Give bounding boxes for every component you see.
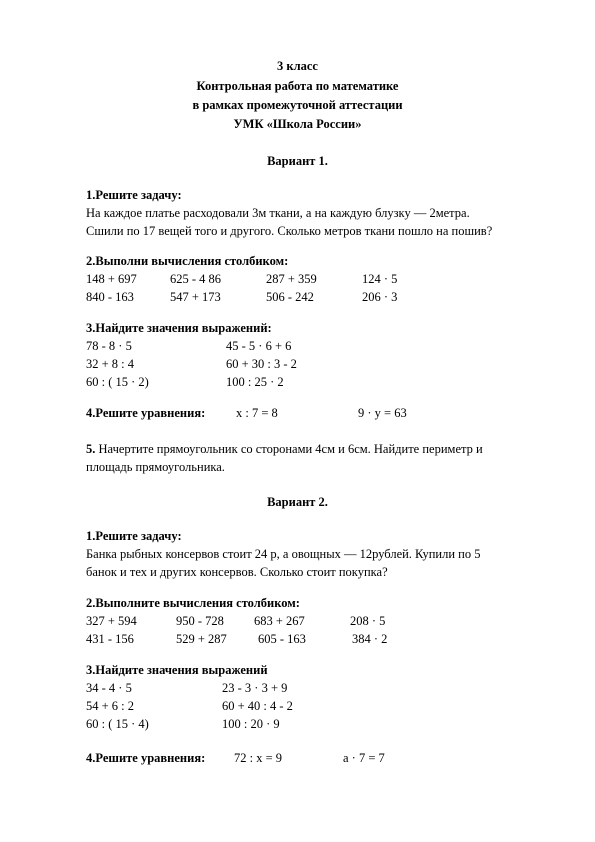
- document-subtitle: в рамках промежуточной аттестации: [192, 98, 403, 112]
- v1-task2-expr: 206 · 3: [362, 290, 398, 304]
- v1-task2-expr: 506 - 242: [266, 290, 314, 304]
- v2-task3-expr: 34 - 4 · 5: [86, 681, 132, 695]
- v2-task3-expr: 100 : 20 · 9: [222, 717, 280, 731]
- v1-task1-text-line1: На каждое платье расходовали 3м ткани, а на каждую блузку — 2метра.: [86, 206, 470, 220]
- v1-task5-text: Начертите прямоугольник со сторонами 4см и 6см. Найдите периметр и: [98, 442, 483, 456]
- umk-label: УМК «Школа России»: [233, 117, 362, 131]
- v2-task4-equation: a · 7 = 7: [343, 751, 385, 765]
- v2-task2-expr: 384 · 2: [352, 632, 388, 646]
- v1-task2-expr: 148 + 697: [86, 272, 137, 286]
- variant-2-heading: Вариант 2.: [267, 495, 328, 509]
- v1-task4-title: 4.Решите уравнения:: [86, 406, 206, 420]
- v2-task2-expr: 431 - 156: [86, 632, 134, 646]
- v1-task2-title: 2.Выполни вычисления столбиком:: [86, 254, 289, 268]
- variant-1-heading: Вариант 1.: [267, 154, 328, 168]
- v1-task3-expr: 78 - 8 · 5: [86, 339, 132, 353]
- v2-task1-text-line1: Банка рыбных консервов стоит 24 р, а овощных — 12рублей. Купили по 5: [86, 547, 481, 561]
- v1-task3-title: 3.Найдите значения выражений:: [86, 321, 272, 335]
- v1-task5-text-line2: площадь прямоугольника.: [86, 460, 225, 474]
- v2-task1-title: 1.Решите задачу:: [86, 529, 182, 543]
- v2-task3-expr: 54 + 6 : 2: [86, 699, 135, 713]
- v2-task3-expr: 60 + 40 : 4 - 2: [222, 699, 293, 713]
- v1-task5-number: 5.: [86, 442, 96, 456]
- v1-task3-expr: 45 - 5 · 6 + 6: [226, 339, 292, 353]
- v1-task4-equation: x : 7 = 8: [236, 406, 278, 420]
- v2-task3-expr: 23 - 3 · 3 + 9: [222, 681, 288, 695]
- v2-task3-title: 3.Найдите значения выражений: [86, 663, 268, 677]
- v1-task1-text-line2: Сшили по 17 вещей того и другого. Сколько метров ткани пошло на пошив?: [86, 224, 493, 238]
- v2-task4-equation: 72 : x = 9: [234, 751, 283, 765]
- v1-task2-expr: 547 + 173: [170, 290, 221, 304]
- v2-task2-expr: 605 - 163: [258, 632, 306, 646]
- grade-label: 3 класс: [277, 59, 318, 73]
- v1-task5-text-line1: [86, 443, 483, 456]
- v2-task2-expr: 950 - 728: [176, 614, 224, 628]
- v1-task3-expr: 60 + 30 : 3 - 2: [226, 357, 297, 371]
- v1-task2-expr: 840 - 163: [86, 290, 134, 304]
- v2-task1-text-line2: банок и тех и других консервов. Сколько стоит покупка?: [86, 565, 388, 579]
- v2-task3-expr: 60 : ( 15 · 4): [86, 717, 149, 731]
- v1-task3-expr: 32 + 8 : 4: [86, 357, 135, 371]
- v2-task2-title: 2.Выполните вычисления столбиком:: [86, 596, 300, 610]
- v2-task2-expr: 327 + 594: [86, 614, 137, 628]
- v1-task3-expr: 100 : 25 · 2: [226, 375, 284, 389]
- v1-task4-equation: 9 · y = 63: [358, 406, 407, 420]
- v1-task2-expr: 287 + 359: [266, 272, 317, 286]
- v1-task1-title: 1.Решите задачу:: [86, 188, 182, 202]
- v2-task2-expr: 683 + 267: [254, 614, 305, 628]
- v1-task3-expr: 60 : ( 15 · 2): [86, 375, 149, 389]
- document-title: Контрольная работа по математике: [196, 79, 399, 93]
- v1-task2-expr: 625 - 4 86: [170, 272, 222, 286]
- v1-task2-expr: 124 · 5: [362, 272, 398, 286]
- v2-task2-expr: 529 + 287: [176, 632, 227, 646]
- v2-task2-expr: 208 · 5: [350, 614, 386, 628]
- v2-task4-title: 4.Решите уравнения:: [86, 751, 206, 765]
